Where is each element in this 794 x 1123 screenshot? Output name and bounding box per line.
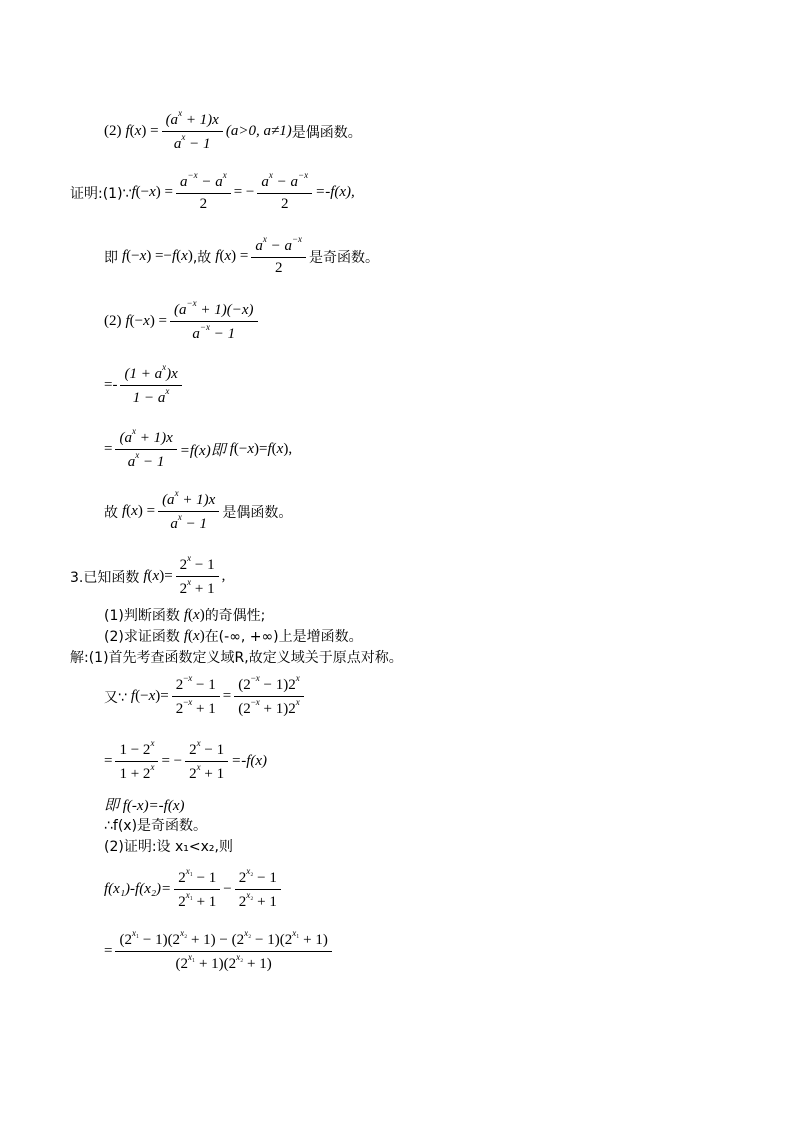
line-7: 故 f ( x ) = $\frac{(a^x + 1)x}{a^x - 1}$ 是偶函数。 [104, 488, 293, 532]
line-5 [104, 364, 185, 407]
fraction: $\frac{(1 + a^x)x}{1 - a^x}$ [120, 364, 181, 407]
formula-lhs: f(x₁)-f(x₂)= [104, 881, 172, 897]
problem-label: 3.已知函数 [70, 569, 140, 586]
equals: = [104, 441, 113, 457]
equals: =- [104, 377, 118, 393]
fraction: $\frac{2^x - 1}{2^x + 1}$ [176, 555, 219, 598]
item-label: (2) [104, 313, 122, 329]
result-text: =-f(x) [231, 753, 268, 769]
connector: 即 [104, 249, 118, 266]
fraction: $\frac{(2^{x_1} - 1)(2^{x_2} + 1) - (2^{x_2} - 1)(2^{x_1} + 1)}{(2^{x_1} + 1)(2^{x_2} + 1)}$ [115, 930, 331, 973]
line-18 [104, 930, 335, 973]
formula: f [125, 123, 130, 139]
fraction: $\frac{a^x - a^{-x}}{2}$ [251, 236, 306, 277]
connector: =f(x)即 [179, 443, 226, 459]
fraction: $\frac{(a^x + 1)x}{a^x - 1}$ [158, 490, 219, 533]
fraction: $\frac{(a^x + 1)x}{a^x - 1}$ [115, 428, 176, 471]
condition: (a>0, a≠1) [225, 123, 292, 139]
fraction: $\frac{2^{-x} - 1}{2^{-x} + 1}$ [172, 675, 220, 718]
fraction: $\frac{a^x - a^{-x}}{2}$ [257, 172, 312, 213]
punctuation: , [288, 441, 293, 457]
line-15 [104, 815, 207, 835]
sub-question: 在(-∞, +∞)上是增函数。 [204, 629, 363, 645]
line-8: 3.已知函数 f ( x )= $\frac{2^x - 1}{2^x + 1}$ , [70, 553, 226, 597]
solution-text: ∴f(x)是奇函数。 [104, 818, 208, 834]
line-1: (2) f ( x ) = $\frac{(a^x + 1)x}{a^x - 1}$ (a>0, a≠1) 是偶函数。 [104, 108, 362, 152]
fraction: $\frac{(a^{-x} + 1)(-x)}{a^{-x} - 1}$ [170, 300, 257, 343]
sub-question: 的奇偶性; [204, 608, 266, 624]
line-11 [70, 647, 403, 667]
punctuation: , [221, 568, 226, 584]
connector: 故 [104, 504, 118, 521]
sub-question: (1)判断函数 [104, 608, 180, 624]
connector: 又∵ [104, 689, 127, 706]
statement-text: 是偶函数。 [291, 124, 362, 141]
line-10: (2)求证函数 f ( x ) 在(-∞, +∞)上是增函数。 [104, 627, 363, 645]
fraction: $\frac{2^{x_2} - 1}{2^{x_2} + 1}$ [235, 868, 281, 911]
line-16 [104, 836, 233, 856]
solution-text: 即 f(-x)=-f(x) [104, 798, 185, 814]
line-17: f(x₁)-f(x₂)= $\frac{2^{x_1} - 1}{2^{x_1} + 1}$ − $\frac{2^{x_2} - 1}{2^{x_2} + 1}$ [104, 868, 284, 911]
fraction: $\frac{2^x - 1}{2^x + 1}$ [185, 740, 228, 783]
connector: ,故 [192, 249, 212, 266]
line-3: 即 f (− x ) =− f ( x ) ,故 f ( x ) = $\frac{a^x - a^{-x}}{2}$ 是奇函数。 [104, 234, 380, 276]
proof-label: 证明:(1)∵ [70, 185, 132, 202]
line-14 [104, 794, 185, 815]
line-6: = $\frac{(a^x + 1)x}{a^x - 1}$ =f(x)即 f (− x )= f ( x ) , [104, 426, 293, 470]
fraction: $\frac{(a^x + 1)x}{a^x - 1}$ [162, 110, 223, 153]
fraction: $\frac{1 - 2^x}{1 + 2^x}$ [115, 740, 158, 783]
result-text: =-f(x), [315, 184, 355, 200]
fraction: $\frac{(2^{-x} - 1)2^x}{(2^{-x} + 1)2^x}$ [234, 675, 304, 718]
line-9: (1)判断函数 f ( x ) 的奇偶性; [104, 606, 266, 624]
line-2: 证明:(1)∵ f (− x ) = $\frac{a^{-x} - a^x}{2}$ = − $\frac{a^x - a^{-x}}{2}$ =-f(x), [70, 170, 355, 212]
solution-text: 解:(1)首先考查函数定义域R,故定义域关于原点对称。 [70, 650, 403, 666]
item-label: (2) [104, 123, 122, 139]
equals: = [104, 753, 113, 769]
line-13: = $\frac{1 - 2^x}{1 + 2^x}$ = − $\frac{2^x - 1}{2^x + 1}$ =-f(x) [104, 738, 268, 782]
fraction: $\frac{a^{-x} - a^x}{2}$ [176, 172, 231, 213]
sub-question: (2)求证函数 [104, 629, 180, 645]
statement-text: 是奇函数。 [309, 249, 380, 266]
solution-text: (2)证明:设 x₁<x₂,则 [104, 839, 233, 855]
line-4: (2) f (− x ) = $\frac{(a^{-x} + 1)(-x)}{a^{-x} - 1}$ [104, 300, 261, 343]
equals: = [104, 943, 113, 959]
fraction: $\frac{2^{x_1} - 1}{2^{x_1} + 1}$ [174, 868, 220, 911]
line-12: 又∵ f (− x )= $\frac{2^{-x} - 1}{2^{-x} + 1}$ = $\frac{(2^{-x} - 1)2^x}{(2^{-x} + 1)2^x}$ [104, 675, 307, 718]
statement-text: 是偶函数。 [222, 504, 293, 521]
